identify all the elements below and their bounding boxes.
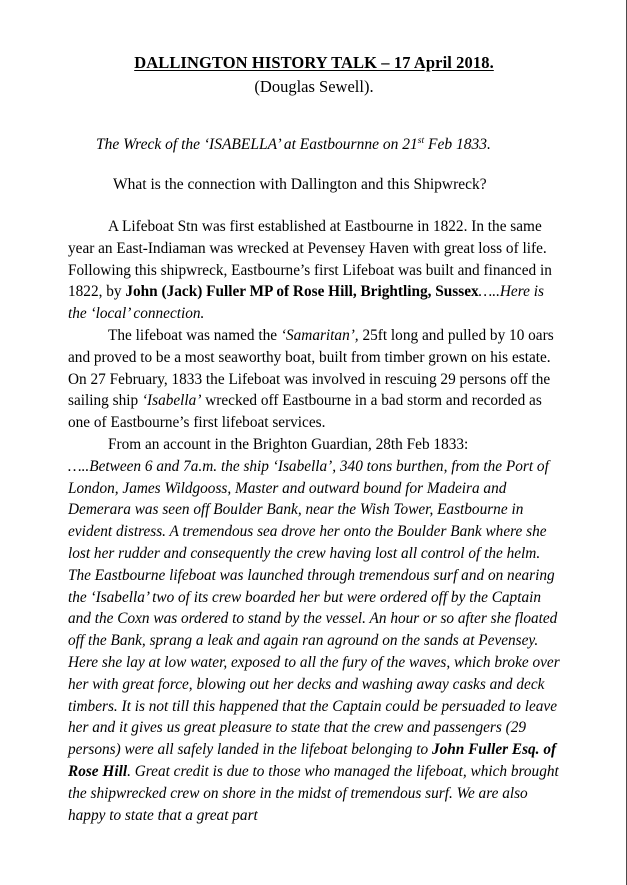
document-page	[68, 0, 560, 826]
connection-question: What is the connection with Dallington and this Shipwreck?	[113, 176, 487, 193]
quote-part-b: . Great credit is due to those who managed the lifeboat, which brought the shipwrecked crew on shore in the midst of tremendous surf. We are also happy to state that a great part	[68, 762, 559, 824]
paragraph-1-lead: A Lifeboat Stn was first established at Eastbourne in 1822. In the same year an East-Indiaman was wrecked at Pevensey Haven with great loss of life. Following this shipwreck, Eastbourne’s first Lifeboat was built and financed in 1822, by	[68, 218, 552, 301]
paragraph-2-part-b: 25ft long and pulled by 10 oars and proved to be a most seaworthy boat, built from timber grown on his estate. On 27 February, 1833 the Lifeboat was involved in rescuing 29 persons off the sailing ship	[68, 326, 554, 410]
talk-heading-text-tail: Feb 1833.	[424, 136, 491, 153]
quote-bold-name: John Fuller Esq. of Rose Hill	[68, 741, 557, 780]
paragraph-1-bold-name: John (Jack) Fuller MP of Rose Hill, Brightling, Sussex	[125, 283, 479, 301]
ordinal-suffix: st	[417, 134, 425, 146]
paragraph-2-part-a: The lifeboat was named the	[108, 326, 281, 344]
paragraph-2-part-c: wrecked off Eastbourne in a bad storm and recorded as one of Eastbourne’s first lifeboat services.	[68, 392, 542, 432]
ship-name-samaritan: ‘Samaritan’,	[280, 326, 359, 344]
paragraph-lifeboat-station	[68, 196, 560, 325]
document-author: (Douglas Sewell).	[254, 77, 374, 96]
quote-part-a: …..Between 6 and 7a.m. the ship ‘Isabella’, 340 tons burthen, from the Port of London, James Wildgooss, Master and outward bound for Madeira and Demerara was seen off Boulder Bank, near the Wish Tower, Eastbourne in evident distress. A tremendous sea drove her onto the Boulder Bank where she lost her rudder and consequently the crew having lost all control of the helm. The Eastbourne lifeboat was launched through tremendous surf and on nearing the ‘Isabella’ two of its crew boarded her but were ordered off by the Captain and the Coxn was ordered to stand by the vessel. An hour or so after she floated off the Bank, sprang a leak and again ran aground on the sands at Pevensey. Here she lay at low water, exposed to all the fury of the waves, which broke over her with great force, blowing out her decks and washing away casks and deck timbers. It is not till this happened that the Captain could be persuaded to leave her and it gives us great pleasure to state that the crew and passengers (29 persons) were all safely landed in the lifeboat belonging to	[68, 457, 560, 759]
paragraph-guardian-intro: From an account in the Brighton Guardian, 28th Feb 1833:	[108, 435, 469, 453]
document-title-text: DALLINGTON HISTORY TALK – 17 April 2018.	[134, 53, 494, 72]
paragraph-samaritan	[68, 325, 560, 434]
talk-subject-heading	[68, 98, 560, 156]
paragraph-1-italic-tail: …..Here is the ‘local’ connection.	[68, 283, 544, 323]
brighton-guardian-quote	[68, 456, 560, 827]
talk-heading-text-lead: The Wreck of the ‘ISABELLA’ at Eastbournne on 21	[96, 136, 418, 153]
document-title	[68, 0, 560, 74]
ship-name-isabella: ‘Isabella’	[141, 392, 202, 410]
